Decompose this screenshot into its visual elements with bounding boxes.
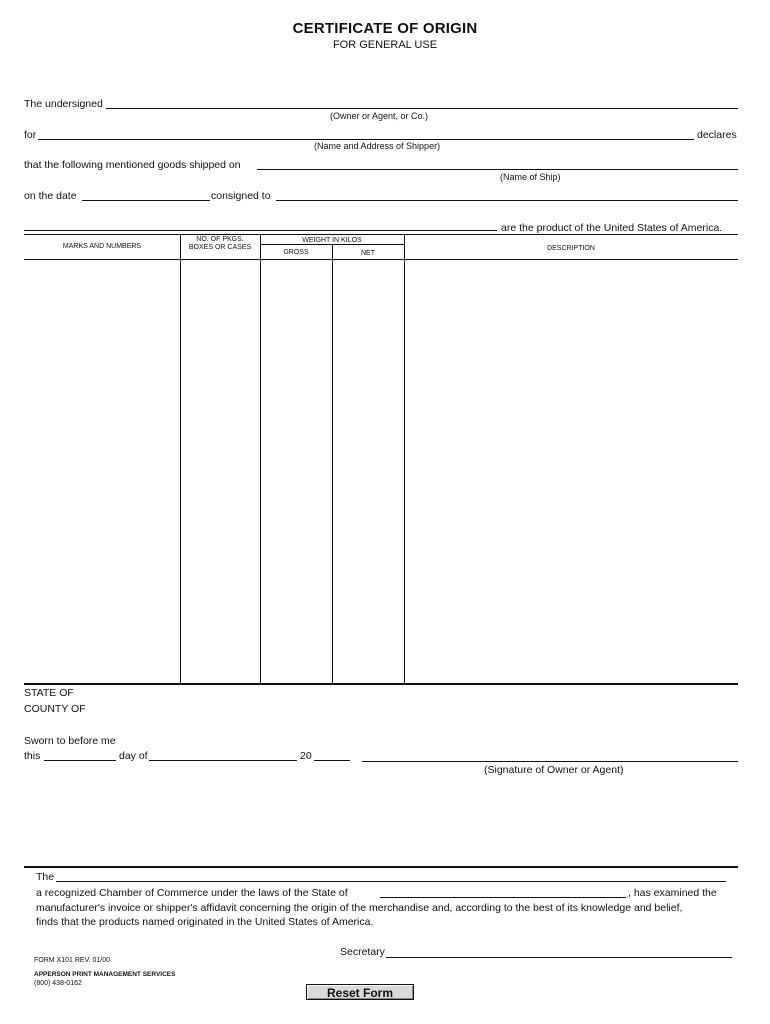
sworn-label: Sworn to before me	[24, 735, 116, 747]
state-law-input[interactable]	[382, 885, 624, 896]
chamber-name-line	[56, 881, 726, 882]
month-line	[149, 760, 297, 761]
declares-label: declares	[697, 129, 737, 141]
table-bottom-border	[24, 683, 738, 685]
day-of-label: day of	[119, 750, 148, 762]
secretary-line	[386, 957, 732, 958]
ship-input[interactable]	[259, 157, 736, 168]
table-divider	[404, 234, 405, 683]
reset-form-button[interactable]: Reset Form	[306, 984, 414, 1000]
chamber-divider	[24, 866, 738, 868]
form-subtitle: FOR GENERAL USE	[332, 39, 438, 51]
product-line	[24, 230, 497, 231]
chamber-line1-end: , has examined the	[628, 887, 717, 899]
product-input[interactable]	[26, 218, 495, 229]
shipper-input[interactable]	[40, 127, 692, 138]
chamber-line1: a recognized Chamber of Commerce under the laws of the State of	[36, 887, 348, 899]
company-name: APPERSON PRINT MANAGEMENT SERVICES	[34, 971, 176, 978]
state-law-line	[380, 897, 626, 898]
owner-caption: (Owner or Agent, or Co.)	[330, 111, 429, 121]
this-label: this	[24, 750, 41, 762]
shipper-caption: (Name and Address of Shipper)	[314, 141, 441, 151]
year-label: 20	[300, 750, 312, 762]
ship-line	[257, 169, 738, 170]
chamber-name-input[interactable]	[58, 869, 724, 880]
table-header-border	[24, 259, 738, 260]
undersigned-label: The undersigned	[24, 98, 103, 110]
secretary-input[interactable]	[388, 945, 730, 956]
month-input[interactable]	[151, 748, 295, 759]
form-title: CERTIFICATE OF ORIGIN	[292, 20, 478, 37]
undersigned-input[interactable]	[108, 96, 736, 107]
signature-caption: (Signature of Owner or Agent)	[484, 764, 624, 776]
signature-input[interactable]	[364, 749, 736, 760]
consigned-label: consigned to	[211, 190, 271, 202]
county-label: COUNTY OF	[24, 703, 86, 715]
table-divider	[180, 234, 181, 683]
table-divider	[332, 244, 333, 683]
consigned-input[interactable]	[278, 188, 736, 199]
day-line	[44, 760, 116, 761]
signature-line	[362, 761, 738, 762]
table-top-border	[24, 234, 738, 235]
ship-caption: (Name of Ship)	[500, 172, 561, 182]
day-input[interactable]	[46, 748, 114, 759]
company-phone: (800) 438-0162	[34, 980, 82, 987]
chamber-line2: manufacturer's invoice or shipper's affidavit concerning the origin of the merchandise and, according to the best of its knowledge and belief,	[36, 902, 683, 914]
secretary-label: Secretary	[340, 946, 385, 958]
state-label: STATE OF	[24, 687, 74, 699]
year-line	[314, 760, 350, 761]
date-label: on the date	[24, 190, 77, 202]
col-header-gross: GROSS	[283, 249, 309, 256]
col-header-weight: WEIGHT IN KILOS	[302, 237, 362, 244]
date-input[interactable]	[84, 188, 208, 199]
chamber-the-label: The	[36, 871, 55, 883]
form-number: FORM X101 REV. 01/00	[34, 957, 111, 964]
date-line	[82, 200, 210, 201]
chamber-line3: finds that the products named originated in the United States of America.	[36, 916, 374, 928]
for-label: for	[24, 129, 37, 141]
col-header-net: NET	[361, 250, 375, 257]
for-line	[38, 139, 694, 140]
shipped-on-label: that the following mentioned goods shipped on	[24, 159, 241, 171]
undersigned-line	[106, 108, 738, 109]
consigned-line	[276, 200, 738, 201]
product-label: are the product of the United States of America.	[501, 222, 723, 234]
col-header-description: DESCRIPTION	[547, 245, 595, 252]
col-header-marks: MARKS AND NUMBERS	[62, 243, 142, 250]
table-divider	[260, 234, 261, 683]
col-header-pkgs: NO. OF PKGS. BOXES OR CASES	[188, 236, 252, 251]
year-input[interactable]	[316, 748, 348, 759]
